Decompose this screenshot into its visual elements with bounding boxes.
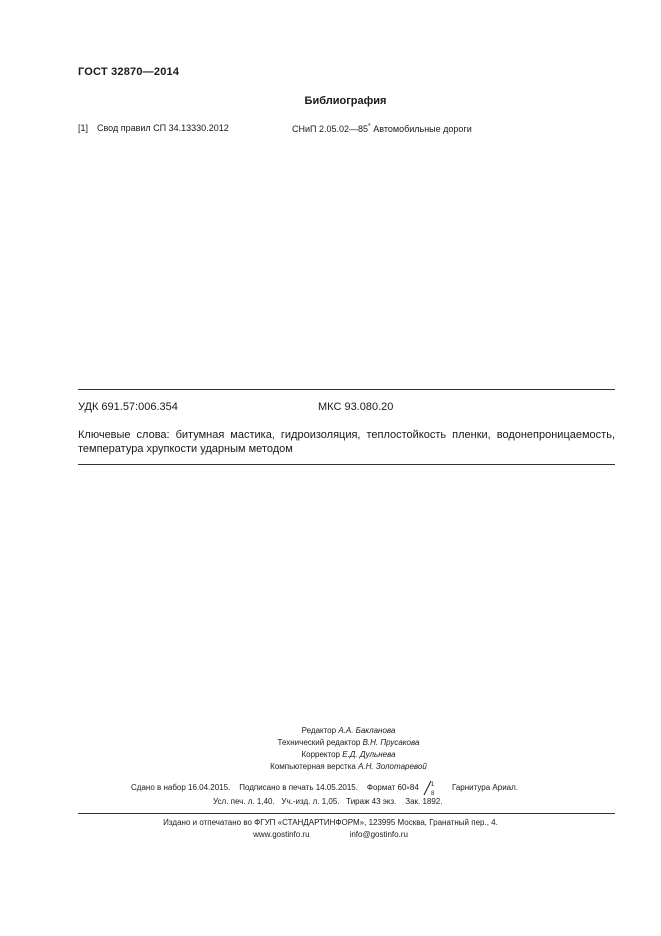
publisher-website[interactable]: www.gostinfo.ru bbox=[253, 830, 310, 839]
print-info-line-2 bbox=[213, 797, 442, 806]
set-date: Сдано в набор 16.04.2015. bbox=[131, 783, 231, 793]
pub-sheets: Уч.-изд. л. 1,05. bbox=[281, 797, 340, 806]
credit-tech-editor-label: Технический редактор bbox=[277, 738, 361, 747]
divider-bottom bbox=[78, 813, 615, 814]
format-numerator: 1 bbox=[431, 782, 435, 788]
reference-description bbox=[292, 123, 472, 134]
credit-editor bbox=[0, 725, 661, 736]
order-number: Зак. 1892. bbox=[405, 797, 443, 806]
credit-layout bbox=[0, 761, 661, 772]
document-standard-header: ГОСТ 32870—2014 bbox=[78, 66, 180, 78]
format-times: × bbox=[406, 786, 410, 793]
reference-desc-suffix: Автомобильные дороги bbox=[370, 124, 472, 134]
keywords-line-1: Ключевые слова: битумная мастика, гидроизоляция, теплостойкость пленки, водонепроницаемость, bbox=[78, 429, 615, 441]
credit-layout-name: А.Н. Золотаревой bbox=[358, 762, 427, 771]
signed-date: Подписано в печать 14.05.2015. bbox=[239, 783, 358, 793]
font-name: Гарнитура Ариал. bbox=[451, 783, 518, 793]
bibliography-title: Библиография bbox=[304, 95, 387, 107]
fraction-slash-icon bbox=[421, 780, 443, 796]
credit-corrector bbox=[0, 749, 661, 760]
divider-middle bbox=[78, 464, 615, 465]
keywords-line-2: температура хрупкости ударным методом bbox=[78, 443, 293, 455]
udk-code: УДК 691.57:006.354 bbox=[78, 401, 178, 413]
credit-corrector-label: Корректор bbox=[301, 750, 340, 759]
keywords-block bbox=[78, 428, 615, 456]
credit-editor-name: А.А. Бакланова bbox=[338, 726, 396, 735]
credit-tech-editor bbox=[0, 737, 661, 748]
circulation: Тираж 43 экз. bbox=[346, 797, 397, 806]
credit-corrector-name: Е.Д. Дульнева bbox=[342, 750, 396, 759]
format-84: 84 bbox=[409, 783, 419, 793]
print-sheets: Усл. печ. л. 1,40. bbox=[213, 797, 275, 806]
print-info-line-1 bbox=[131, 782, 518, 794]
format-fraction bbox=[421, 782, 443, 794]
reference-desc-prefix: СНиП 2.05.02—85 bbox=[292, 124, 369, 134]
reference-source: Свод правил СП 34.13330.2012 bbox=[97, 123, 229, 133]
reference-desc-mark: * bbox=[368, 123, 371, 130]
publisher-contacts bbox=[0, 830, 661, 839]
publisher-address: Издано и отпечатано во ФГУП «СТАНДАРТИНФОРМ», 123995 Москва, Гранатный пер., 4. bbox=[163, 818, 498, 827]
divider-top bbox=[78, 389, 615, 390]
credit-tech-editor-name: В.Н. Прусакова bbox=[362, 738, 420, 747]
credit-editor-label: Редактор bbox=[301, 726, 337, 735]
publisher-email[interactable]: info@gostinfo.ru bbox=[349, 830, 408, 839]
credit-layout-label: Компьютерная верстка bbox=[270, 762, 356, 771]
reference-number: [1] bbox=[78, 123, 89, 133]
mks-code: МКС 93.080.20 bbox=[318, 401, 394, 413]
format-denominator: 8 bbox=[431, 791, 435, 796]
format-label: Формат 60 bbox=[366, 783, 407, 793]
